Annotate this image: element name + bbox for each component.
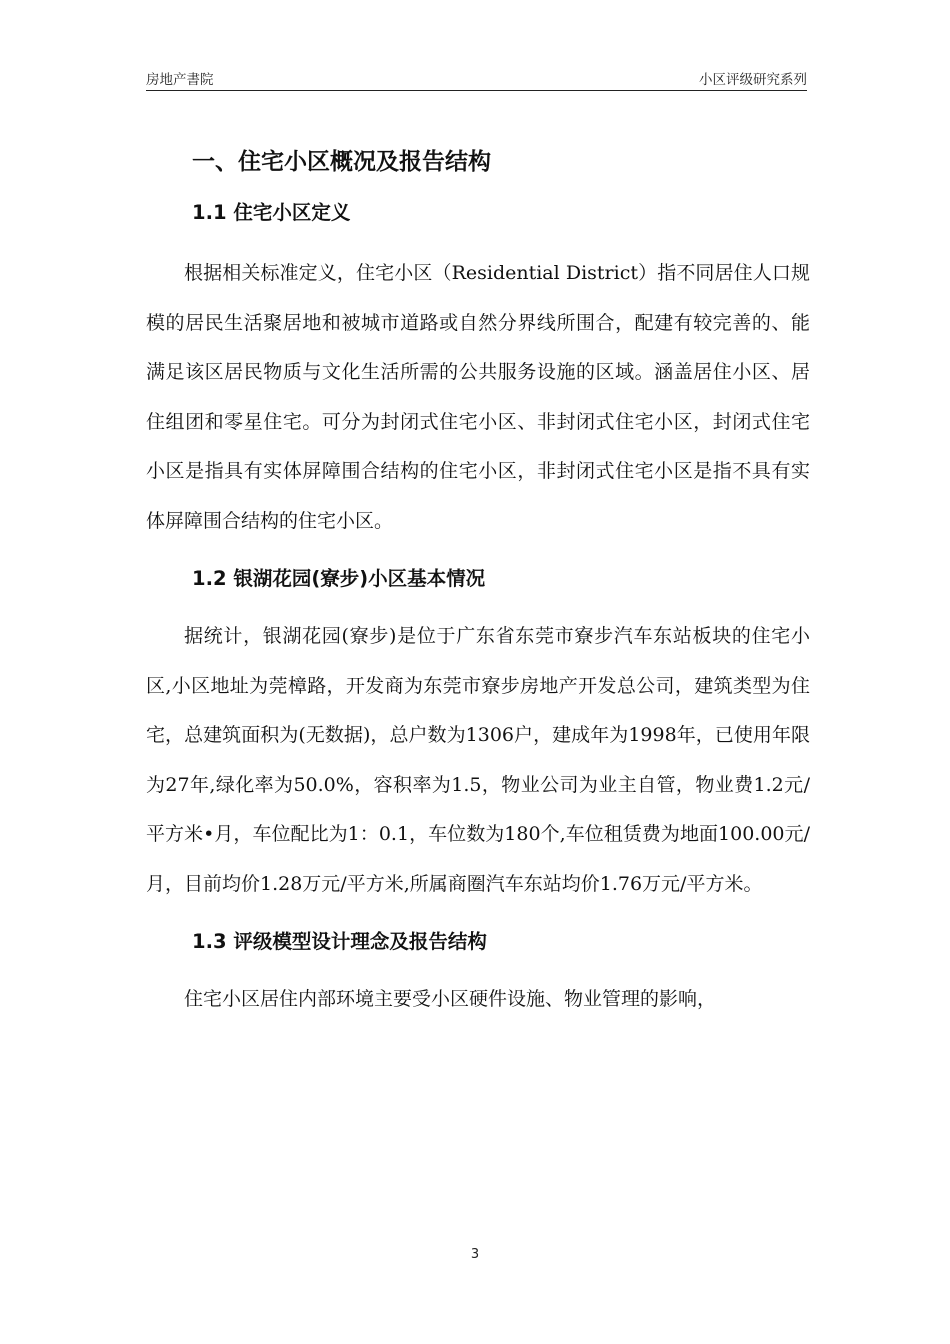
header-publisher: 房地产書院: [146, 72, 214, 88]
chapter-title: 一、住宅小区概况及报告结构: [192, 149, 491, 175]
section-heading-1-3: 1.3 评级模型设计理念及报告结构: [192, 930, 487, 953]
header-series-title: 小区评级研究系列: [699, 72, 807, 88]
page-header: [146, 62, 807, 91]
section-heading-1-1: 1.1 住宅小区定义: [192, 201, 351, 224]
section-heading-1-2: 1.2 银湖花园(寮步)小区基本情况: [192, 567, 486, 590]
section-paragraph-1-2: 据统计，银湖花园(寮步)是位于广东省东莞市寮步汽车东站板块的住宅小区,小区地址为莞樟路，开发商为东莞市寮步房地产开发总公司，建筑类型为住宅，总建筑面积为(无数据)，总户数为1306户，建成年为1998年，已使用年限为27年,绿化率为50.0%，容积率为1.5，物业公司为业主自管，物业费1.2元/平方米•月，车位配比为1：0.1，车位数为180个,车位租赁费为地面100.00元/月，目前均价1.28万元/平方米,所属商圈汽车东站均价1.76万元/平方米。: [146, 625, 810, 895]
section-paragraph-1-1: 根据相关标准定义，住宅小区（Residential District）指不同居住人口规模的居民生活聚居地和被城市道路或自然分界线所围合，配建有较完善的、能满足该区居民物质与文化生活所需的公共服务设施的区域。涵盖居住小区、居住组团和零星住宅。可分为封闭式住宅小区、非封闭式住宅小区，封闭式住宅小区是指具有实体屏障围合结构的住宅小区，非封闭式住宅小区是指不具有实体屏障围合结构的住宅小区。: [146, 262, 810, 532]
document-body: [146, 138, 810, 1025]
page-number: 3: [470, 1247, 480, 1262]
section-paragraph-1-3: 住宅小区居住内部环境主要受小区硬件设施、物业管理的影响，: [184, 988, 717, 1010]
